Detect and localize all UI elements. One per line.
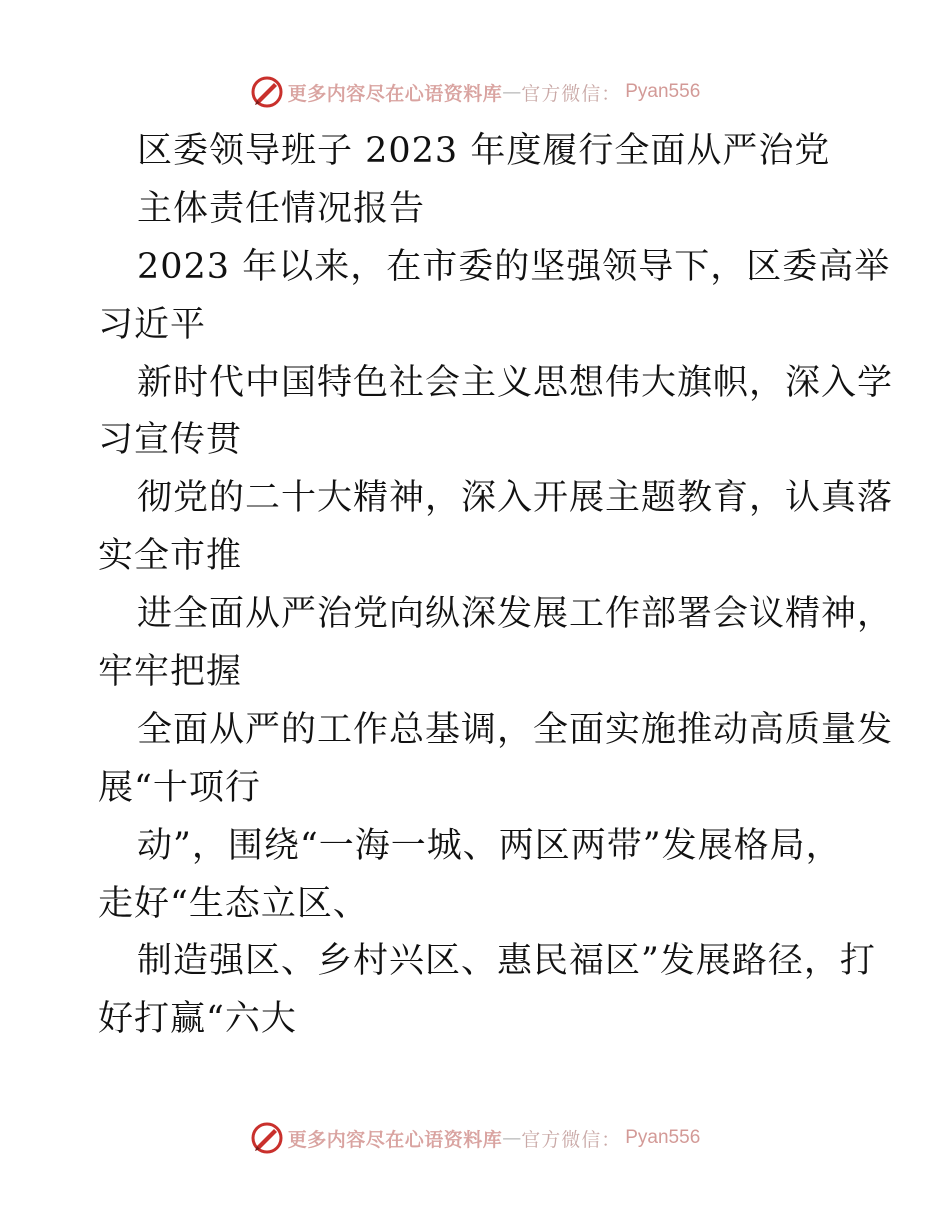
footer-watermark xyxy=(0,1118,950,1158)
paragraph-line: 习宣传贯 xyxy=(98,420,243,461)
pen-circle-logo-icon xyxy=(250,1121,284,1155)
paragraph-line: 习近平 xyxy=(98,304,207,345)
document-body xyxy=(98,123,894,1049)
paragraph-line: 动”，围绕“一海一城、两区两带”发展格局， xyxy=(137,825,842,866)
document-title-line-1: 区委领导班子 2023 年度履行全面从严治党 xyxy=(137,131,831,171)
pen-circle-logo-icon xyxy=(250,75,284,109)
watermark-main-text: 更多内容尽在心语资料库 xyxy=(287,82,503,105)
paragraph-line: 进全面从严治党向纵深发展工作部署会议精神， xyxy=(137,594,894,635)
paragraph-line: 新时代中国特色社会主义思想伟大旗帜，深入学 xyxy=(137,362,894,403)
watermark-sub-text: 官方微信： xyxy=(521,82,622,105)
paragraph-line: 制造强区、乡村兴区、惠民福区”发展路径，打 xyxy=(137,941,876,982)
watermark-main-text: 更多内容尽在心语资料库 xyxy=(287,1128,503,1151)
paragraph-line: 实全市推 xyxy=(98,536,243,577)
watermark-sub-text: 官方微信： xyxy=(521,1128,622,1151)
paragraph-line: 彻党的二十大精神，深入开展主题教育，认真落 xyxy=(137,478,894,519)
watermark-wechat-id: Pyan556 xyxy=(625,81,701,102)
paragraph-line: 全面从严的工作总基调，全面实施推动高质量发 xyxy=(137,709,894,750)
watermark-wechat-id: Pyan556 xyxy=(625,1127,701,1148)
watermark-separator: — xyxy=(502,81,522,103)
paragraph-line: 好打赢“六大 xyxy=(98,999,297,1040)
watermark-separator: — xyxy=(502,1127,522,1149)
paragraph-line: 2023 年以来，在市委的坚强领导下，区委高举 xyxy=(137,246,891,287)
watermark-group xyxy=(250,75,701,109)
watermark-group xyxy=(250,1121,701,1155)
paragraph-line: 走好“生态立区、 xyxy=(98,883,369,924)
paragraph-line: 展“十项行 xyxy=(98,767,261,808)
header-watermark xyxy=(0,72,950,112)
paragraph-line: 牢牢把握 xyxy=(98,652,243,693)
document-title-line-2: 主体责任情况报告 xyxy=(137,188,426,229)
